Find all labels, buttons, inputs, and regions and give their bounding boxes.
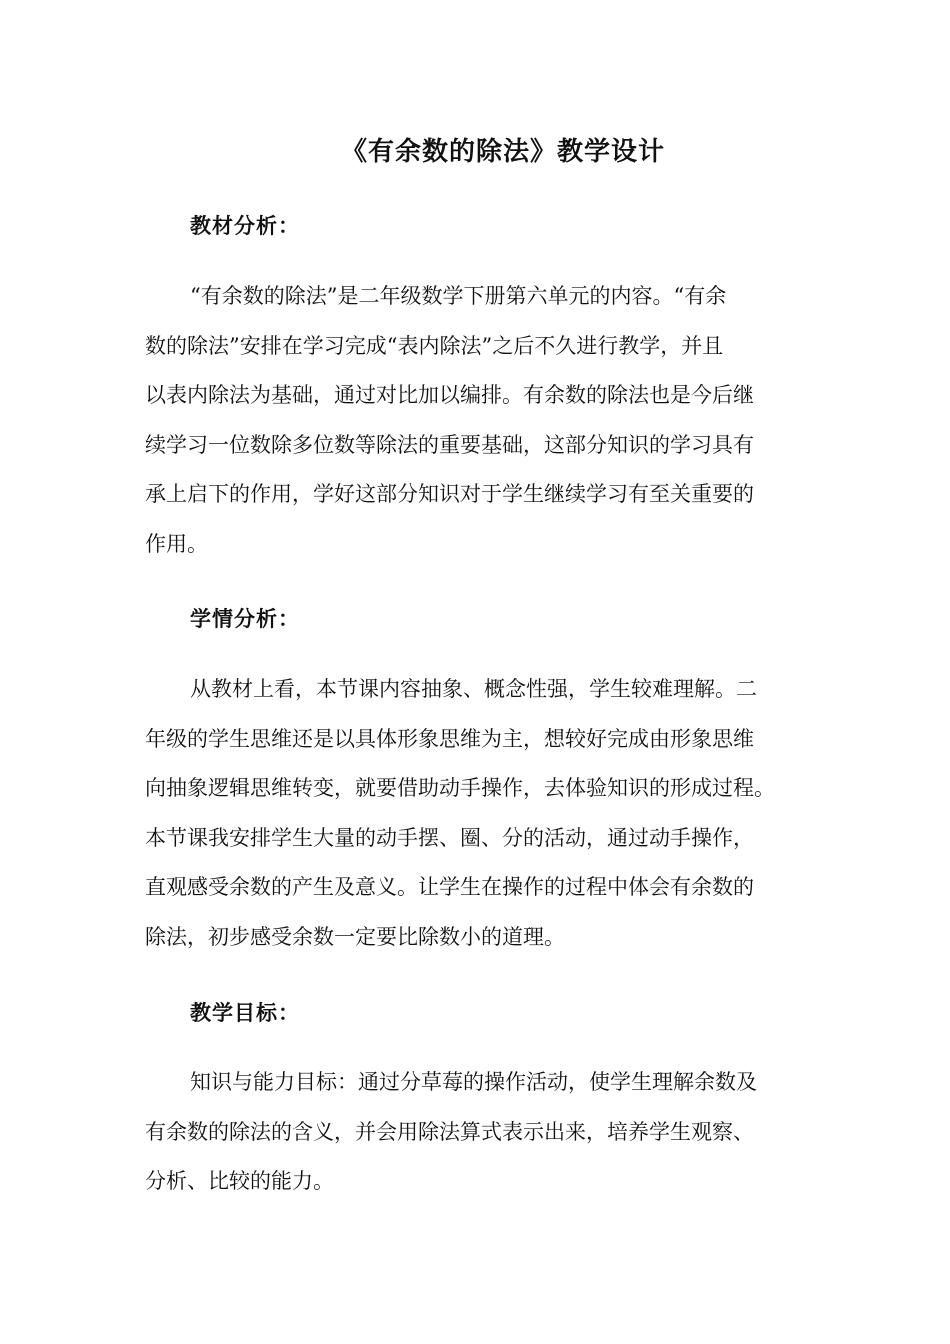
paragraph-line: 数的除法”安排在学习完成“表内除法”之后不久进行教学，并且 [145, 333, 724, 358]
paragraph-line: 续学习一位数除多位数等除法的重要基础，这部分知识的学习具有 [145, 432, 754, 457]
section-heading-student-analysis: 学情分析： [190, 606, 300, 631]
paragraph-line: “有余数的除法”是二年级数学下册第六单元的内容。“有余 [190, 284, 727, 308]
paragraph-line: 有余数的除法的含义，并会用除法算式表示出来，培养学生观察、 [145, 1119, 754, 1144]
document-title: 《有余数的除法》教学设计 [340, 137, 665, 167]
paragraph-line: 从教材上看，本节课内容抽象、概念性强，学生较难理解。二 [190, 677, 757, 701]
paragraph-line: 分析、比较的能力。 [145, 1169, 334, 1193]
paragraph-line: 作用。 [145, 531, 208, 556]
section-heading-teaching-goals: 教学目标： [190, 1000, 300, 1025]
paragraph-line: 承上启下的作用，学好这部分知识对于学生继续学习有至关重要的 [145, 482, 754, 506]
section-heading-textbook-analysis: 教材分析： [190, 213, 300, 238]
section-body-textbook-analysis [145, 272, 805, 569]
section-body-teaching-goals [145, 1058, 805, 1207]
paragraph-line: 年级的学生思维还是以具体形象思维为主，想较好完成由形象思维 [145, 726, 754, 751]
paragraph-line: 直观感受余数的产生及意义。让学生在操作的过程中体会有余数的 [145, 875, 754, 899]
paragraph-line: 知识与能力目标：通过分草莓的操作活动，使学生理解余数及 [190, 1070, 757, 1094]
section-body-student-analysis [145, 665, 805, 962]
paragraph-line: 以表内除法为基础，通过对比加以编排。有余数的除法也是今后继 [145, 383, 754, 407]
paragraph-line: 除法，初步感受余数一定要比除数小的道理。 [145, 924, 565, 949]
paragraph-line: 向抽象逻辑思维转变，就要借助动手操作，去体验知识的形成过程。 [145, 776, 775, 800]
paragraph-line: 本节课我安排学生大量的动手摆、圈、分的活动，通过动手操作， [145, 825, 754, 850]
